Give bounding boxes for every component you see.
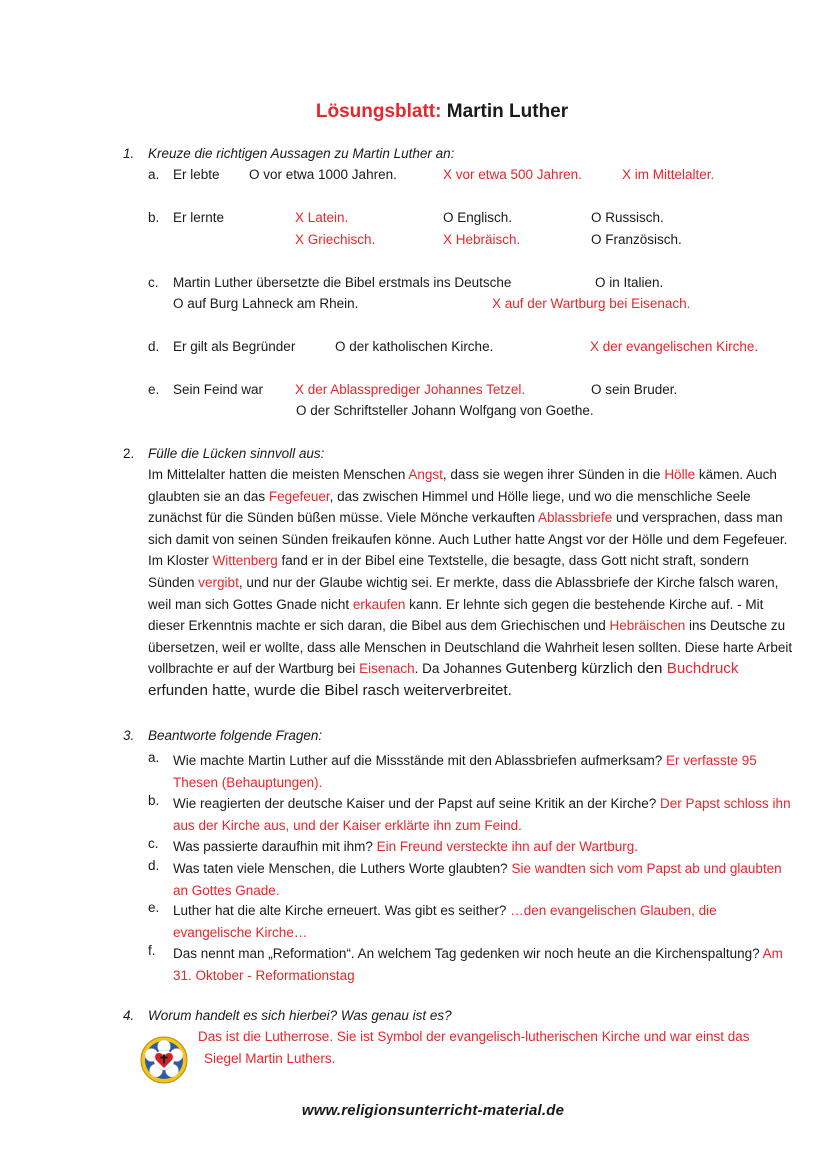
- gap-answer: Hölle: [664, 467, 696, 482]
- q3a-question: Wie machte Martin Luther auf die Missstände mit den Ablassbriefen aufmerksam?: [173, 753, 666, 768]
- q1d-letter: d.: [148, 339, 160, 354]
- q3c-answer: Ein Freund versteckte ihn auf der Wartburg.: [376, 839, 638, 854]
- q1a-option-3: X im Mittelalter.: [622, 167, 715, 182]
- q1a-stem: Er lebte: [173, 167, 220, 182]
- cloze-text-segment: , dass sie wegen ihrer Sünden in die: [442, 467, 665, 482]
- cloze-text-segment: kämen. Auch glaubten sie an das: [148, 467, 777, 504]
- q3a-answer: Er verfasste 95 Thesen (Behauptungen).: [173, 753, 757, 790]
- page-title: [0, 101, 826, 123]
- q3e-answer: …den evangelischen Glauben, die evangelische Kirche…: [173, 903, 717, 940]
- q1b-option-1: X Latein.: [295, 210, 349, 225]
- gap-answer: Angst: [408, 467, 443, 482]
- q1b-option-3: O Russisch.: [591, 210, 664, 225]
- q3e-letter: e.: [148, 900, 160, 915]
- q1c-letter: c.: [148, 275, 159, 290]
- gap-answer: Ablassbriefe: [538, 510, 613, 526]
- q1b-stem: Er lernte: [173, 210, 225, 225]
- q3f-letter: f.: [148, 943, 156, 958]
- q1b-option-4: X Griechisch.: [295, 232, 376, 247]
- q2-number: 2.: [123, 446, 135, 461]
- q2-prompt: Fülle die Lücken sinnvoll aus:: [148, 446, 325, 461]
- q3d-item: [173, 858, 791, 901]
- cloze-text-segment: und versprachen, dass man sich damit von seinen Sünden freikaufen könne. Auch Luther hatte Angst vor der Hölle und dem Fegefeuer. Im Kloster: [148, 510, 788, 569]
- q1c-option-1: O in Italien.: [595, 275, 664, 290]
- title-prefix: Lösungsblatt:: [315, 101, 442, 122]
- q3c-item: [173, 836, 791, 858]
- q3d-letter: d.: [148, 858, 160, 873]
- cloze-text-segment: . Da Johannes: [414, 661, 506, 677]
- q4-answer-line-2: Siegel Martin Luthers.: [204, 1051, 336, 1066]
- q3b-letter: b.: [148, 793, 160, 808]
- q3a-letter: a.: [148, 750, 160, 765]
- gap-answer: Buchdruck: [666, 660, 739, 678]
- gap-answer: Eisenach: [359, 661, 415, 677]
- cloze-text-segment: ins Deutsche zu übersetzen, weil er wollte, dass alle Menschen in Deutschland die Wahrheit lesen sollten. Diese harte Arbeit vollbrachte er auf der Wartburg bei: [148, 618, 793, 677]
- q3f-item: [173, 943, 791, 986]
- q1a-option-2: X vor etwa 500 Jahren.: [443, 167, 582, 182]
- q1e-letter: e.: [148, 382, 160, 397]
- q3b-question: Wie reagierten der deutsche Kaiser und der Papst auf seine Kritik an der Kirche?: [173, 796, 661, 811]
- cloze-text-segment: kann. Er lehnte sich gegen die bestehende Kirche auf. - Mit dieser Erkenntnis machte er sich daran, die Bibel aus dem Griechischen und: [148, 596, 764, 634]
- q3f-question: Das nennt man „Reformation“. An welchem Tag gedenken wir noch heute an die Kirchenspaltung?: [173, 946, 763, 961]
- q1-number: 1.: [123, 146, 135, 161]
- gap-answer: Wittenberg: [212, 553, 278, 569]
- q3b-answer: Der Papst schloss ihn aus der Kirche aus, und der Kaiser erklärte ihn zum Feind.: [173, 796, 791, 833]
- q1d-option-1: O der katholischen Kirche.: [335, 339, 494, 354]
- q1b-letter: b.: [148, 210, 160, 225]
- luther-rose-icon: [140, 1036, 188, 1084]
- cloze-text-segment: Gutenberg kürzlich den: [505, 660, 667, 678]
- cloze-text-segment: , das zwischen Himmel und Hölle liege, und wo die menschliche Seele zunächst für die Sünden büßen müsse. Viele Mönche verkauften: [148, 488, 751, 526]
- cloze-text-segment: , und nur der Glaube wichtig sei. Er merkte, dass die Ablassbriefe der Kirche falsch waren, weil man sich Gottes Gnade nicht: [148, 574, 779, 612]
- q3d-question: Was taten viele Menschen, die Luthers Worte glaubten?: [173, 861, 512, 876]
- q1c-option-2: O auf Burg Lahneck am Rhein.: [173, 296, 359, 311]
- q1c-option-3: X auf der Wartburg bei Eisenach.: [492, 296, 691, 311]
- q4-number: 4.: [123, 1008, 135, 1023]
- q3e-question: Luther hat die alte Kirche erneuert. Was gibt es seither?: [173, 903, 511, 918]
- q1d-stem: Er gilt als Begründer: [173, 339, 296, 354]
- title-main: Martin Luther: [446, 101, 569, 122]
- q1c-stem: Martin Luther übersetzte die Bibel erstmals ins Deutsche: [173, 275, 512, 290]
- q3a-item: [173, 750, 791, 793]
- gap-answer: vergibt: [198, 574, 239, 590]
- cloze-text-segment: Im Mittelalter hatten die meisten Menschen: [148, 467, 409, 482]
- cloze-text-segment: fand er in der Bibel eine Textstelle, die besagte, dass Gott nicht straft, sondern Sünden: [148, 553, 749, 590]
- q4-prompt: Worum handelt es sich hierbei? Was genau ist es?: [148, 1008, 452, 1023]
- q4-answer-line-1: Das ist die Lutherrose. Sie ist Symbol der evangelisch-lutherischen Kirche und war einst das: [198, 1029, 750, 1044]
- q3c-question: Was passierte daraufhin mit ihm?: [173, 839, 377, 854]
- q1a-option-1: O vor etwa 1000 Jahren.: [249, 167, 397, 182]
- q1d-option-2: X der evangelischen Kirche.: [590, 339, 759, 354]
- q3c-letter: c.: [148, 836, 159, 851]
- gap-answer: Fegefeuer: [268, 488, 330, 504]
- q1-prompt: Kreuze die richtigen Aussagen zu Martin Luther an:: [148, 146, 455, 161]
- q3b-item: [173, 793, 791, 836]
- cloze-text: [148, 464, 793, 702]
- q1a-letter: a.: [148, 167, 160, 182]
- footer-website: www.religionsunterricht-material.de: [301, 1102, 565, 1119]
- q3-prompt: Beantworte folgende Fragen:: [148, 728, 323, 743]
- q1b-option-5: X Hebräisch.: [443, 232, 521, 247]
- q3f-answer: Am 31. Oktober - Reformationstag: [173, 946, 783, 983]
- q1b-option-2: O Englisch.: [443, 210, 513, 225]
- q3-number: 3.: [123, 728, 135, 743]
- gap-answer: Hebräischen: [609, 618, 686, 634]
- q1e-option-2: O sein Bruder.: [591, 382, 678, 397]
- cloze-text-segment: erfunden hatte, wurde die Bibel rasch weiterverbreitet.: [148, 681, 512, 699]
- gap-answer: erkaufen: [352, 596, 406, 612]
- q1e-stem: Sein Feind war: [173, 382, 264, 397]
- q3d-answer: Sie wandten sich vom Papst ab und glaubten an Gottes Gnade.: [173, 861, 782, 898]
- q1e-option-3: O der Schriftsteller Johann Wolfgang von Goethe.: [296, 403, 594, 418]
- q1e-option-1: X der Ablassprediger Johannes Tetzel.: [295, 382, 526, 397]
- q3e-item: [173, 900, 791, 943]
- q1b-option-6: O Französisch.: [591, 232, 682, 247]
